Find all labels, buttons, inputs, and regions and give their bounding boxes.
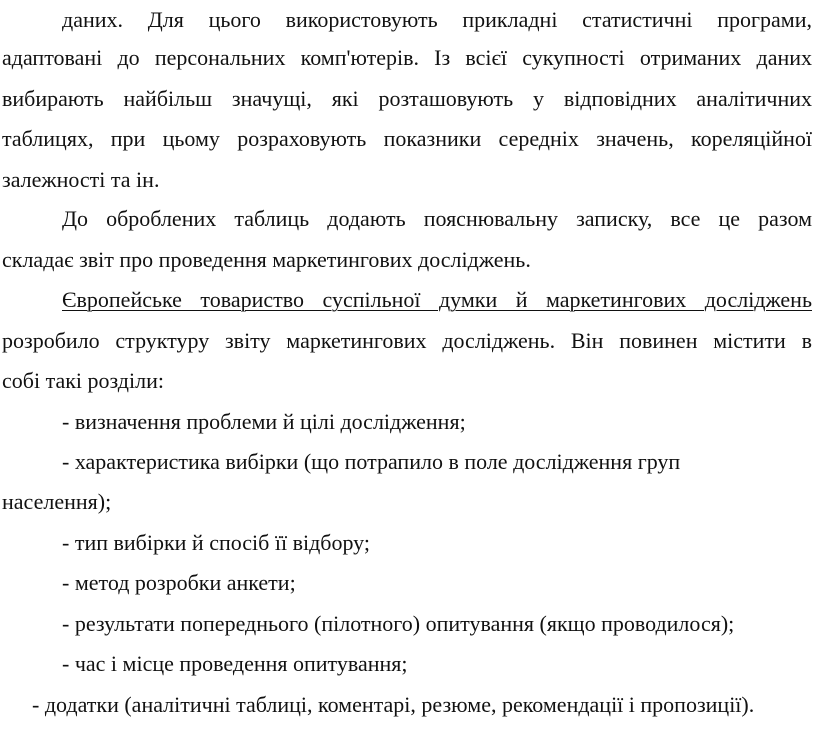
list-item-1: - визначення проблеми й цілі дослідження; [62, 409, 466, 434]
text-line-3: вибирають найбільш значущі, які розташовують у відповідних аналітичних [2, 86, 812, 111]
text-line-9: розробило структуру звіту маркетингових досліджень. Він повинен містити в [2, 328, 812, 353]
list-item-4: - метод розробки анкети; [62, 570, 296, 595]
text-line-5: залежності та ін. [2, 167, 160, 192]
text-line-2: адаптовані до персональних комп'ютерів. Із всієї сукупності отриманих даних [2, 45, 812, 70]
list-item-7: - додатки (аналітичні таблиці, коментарі, резюме, рекомендації і пропозиції). [32, 692, 755, 717]
text-line-8-underlined: Європейське товариство суспільної думки й маркетингових досліджень [62, 287, 812, 312]
text-line-4: таблицях, при цьому розраховують показники середніх значень, кореляційної [2, 126, 812, 151]
list-item-6: - час і місце проведення опитування; [62, 651, 408, 676]
list-item-2: - характеристика вибірки (що потрапило в поле дослідження груп [62, 449, 681, 474]
list-item-3: - тип вибірки й спосіб її відбору; [62, 530, 370, 555]
list-item-5: - результати попереднього (пілотного) опитування (якщо проводилося); [62, 611, 735, 636]
text-line-10: собі такі розділи: [2, 368, 164, 393]
list-item-2-continuation: населення); [2, 489, 112, 514]
text-line-7: складає звіт про проведення маркетингових досліджень. [2, 247, 531, 272]
text-line-6: До оброблених таблиць додають пояснювальну записку, все це разом [62, 206, 812, 231]
text-line-1: даних. Для цього використовують прикладні статистичні програми, [62, 7, 812, 32]
